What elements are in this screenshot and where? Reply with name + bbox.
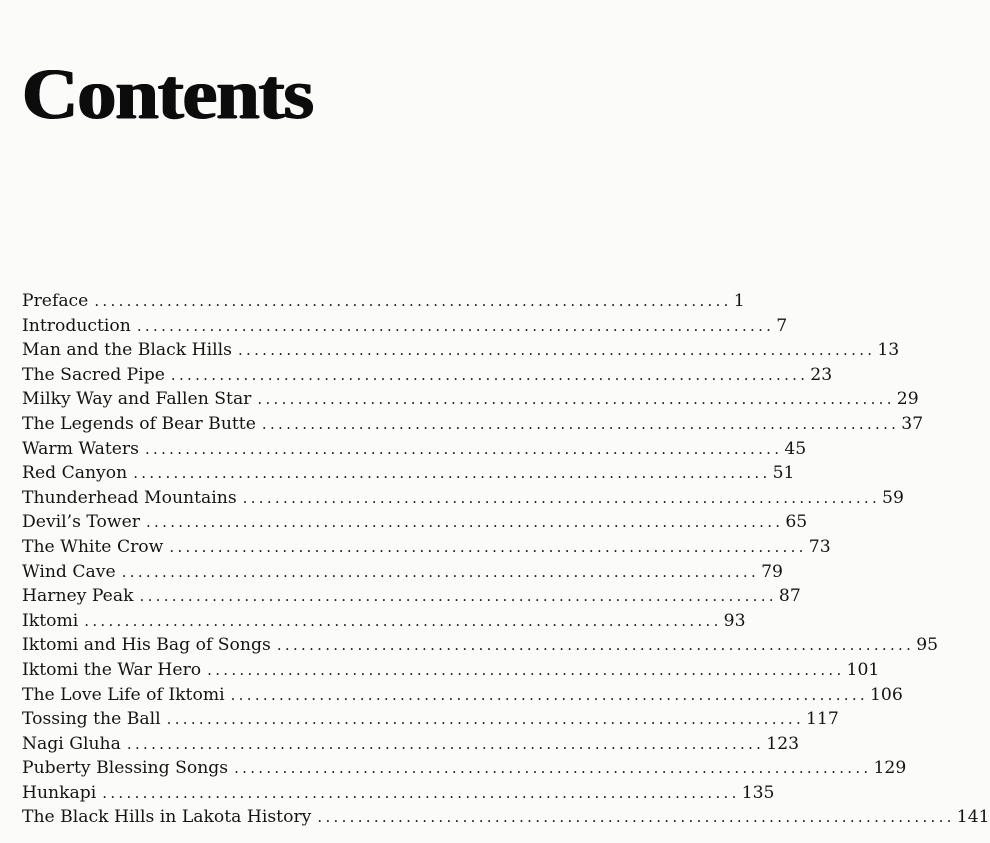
dot-leader: ............................................................................... bbox=[126, 734, 765, 753]
dot-leader: ............................................................................... bbox=[136, 316, 775, 335]
dot-leader: ............................................................................... bbox=[207, 660, 845, 679]
toc-entry-title: Iktomi the War Hero bbox=[22, 659, 202, 680]
toc-entry[interactable] bbox=[22, 756, 907, 781]
toc-entry[interactable] bbox=[22, 707, 839, 732]
toc-entry[interactable] bbox=[22, 338, 900, 363]
table-of-contents bbox=[22, 289, 990, 830]
toc-entry[interactable] bbox=[22, 633, 939, 658]
toc-entry-title: The Black Hills in Lakota History bbox=[22, 807, 312, 828]
toc-entry-title: The Sacred Pipe bbox=[22, 364, 165, 385]
dot-leader: ............................................................................... bbox=[121, 562, 760, 581]
toc-entry-page: 101 bbox=[846, 659, 880, 680]
dot-leader: ............................................................................... bbox=[170, 365, 809, 384]
toc-entry-title: Thunderhead Mountains bbox=[22, 487, 237, 508]
toc-entry-page: 13 bbox=[877, 340, 900, 361]
toc-entry-title: Milky Way and Fallen Star bbox=[22, 389, 252, 410]
toc-entry-title: Puberty Blessing Songs bbox=[22, 758, 229, 779]
dot-leader: ............................................................................... bbox=[144, 439, 783, 458]
dot-leader: ............................................................................... bbox=[84, 611, 722, 630]
toc-entry-title: Iktomi and His Bag of Songs bbox=[22, 635, 271, 656]
dot-leader: ............................................................................... bbox=[145, 513, 784, 532]
toc-entry-page: 95 bbox=[916, 635, 939, 656]
toc-entry[interactable] bbox=[22, 584, 801, 609]
toc-entry[interactable] bbox=[22, 412, 924, 437]
toc-entry-title: Introduction bbox=[22, 315, 131, 336]
toc-entry-title: Iktomi bbox=[22, 610, 79, 631]
dot-leader: ............................................................................... bbox=[230, 685, 868, 704]
toc-entry[interactable] bbox=[22, 560, 783, 585]
toc-entry[interactable] bbox=[22, 387, 919, 412]
dot-leader: ............................................................................... bbox=[257, 390, 895, 409]
toc-entry[interactable] bbox=[22, 461, 795, 486]
toc-entry-page: 29 bbox=[896, 389, 919, 410]
toc-entry-page: 79 bbox=[761, 561, 783, 582]
dot-leader: ............................................................................... bbox=[237, 341, 876, 360]
dot-leader: ............................................................................... bbox=[166, 710, 805, 729]
toc-entry-page: 129 bbox=[873, 758, 907, 779]
toc-entry-page: 87 bbox=[778, 586, 801, 607]
toc-entry-page: 141 bbox=[956, 807, 990, 828]
toc-entry[interactable] bbox=[22, 510, 808, 535]
toc-entry[interactable] bbox=[22, 314, 788, 339]
toc-entry-page: 59 bbox=[882, 487, 904, 508]
toc-entry[interactable] bbox=[22, 486, 904, 511]
toc-entry-page: 51 bbox=[772, 463, 795, 484]
toc-entry-title: Wind Cave bbox=[22, 561, 116, 582]
toc-entry-title: Preface bbox=[22, 291, 89, 311]
toc-entry-title: Red Canyon bbox=[22, 463, 128, 484]
page-title: Contents bbox=[22, 53, 314, 134]
toc-entry-title: Harney Peak bbox=[22, 586, 134, 607]
dot-leader: ............................................................................... bbox=[169, 537, 807, 556]
toc-entry[interactable] bbox=[22, 437, 807, 462]
dot-leader: ............................................................................... bbox=[234, 759, 872, 778]
toc-entry-page: 123 bbox=[766, 733, 800, 754]
toc-entry-page: 45 bbox=[784, 438, 807, 459]
toc-entry-title: The Love Life of Iktomi bbox=[22, 684, 225, 705]
toc-entry-page: 65 bbox=[785, 512, 808, 533]
toc-entry-page: 23 bbox=[810, 364, 833, 385]
dot-leader: ............................................................................... bbox=[133, 464, 771, 483]
dot-leader: ............................................................................... bbox=[242, 488, 881, 507]
dot-leader: ............................................................................... bbox=[261, 414, 900, 433]
dot-leader: ............................................................................... bbox=[139, 587, 777, 606]
toc-entry-page: 117 bbox=[806, 709, 839, 730]
toc-entry-page: 37 bbox=[901, 413, 924, 434]
toc-entry-page: 106 bbox=[870, 684, 903, 705]
toc-entry[interactable] bbox=[22, 535, 831, 560]
toc-entry[interactable] bbox=[22, 363, 833, 388]
dot-leader: ............................................................................... bbox=[94, 292, 732, 310]
dot-leader: ............................................................................... bbox=[102, 783, 740, 802]
toc-entry-title: Hunkapi bbox=[22, 782, 97, 803]
toc-entry[interactable] bbox=[22, 732, 800, 757]
toc-entry-title: Devil’s Tower bbox=[22, 512, 140, 533]
toc-entry-page: 7 bbox=[776, 315, 788, 336]
toc-entry-title: Man and the Black Hills bbox=[22, 340, 232, 361]
toc-entry-page: 73 bbox=[808, 536, 831, 557]
toc-entry-title: Nagi Gluha bbox=[22, 733, 121, 754]
toc-entry-page: 1 bbox=[733, 291, 745, 311]
dot-leader: ............................................................................... bbox=[276, 636, 915, 655]
toc-entry-page: 93 bbox=[723, 610, 746, 631]
toc-entry[interactable] bbox=[22, 289, 745, 314]
toc-entry[interactable] bbox=[22, 609, 746, 634]
toc-entry-title: Warm Waters bbox=[22, 438, 139, 459]
toc-entry-page: 135 bbox=[741, 782, 775, 803]
toc-entry-title: The Legends of Bear Butte bbox=[22, 413, 256, 434]
toc-entry-title: Tossing the Ball bbox=[22, 709, 161, 730]
toc-entry-title: The White Crow bbox=[22, 536, 164, 557]
toc-entry[interactable] bbox=[22, 658, 880, 683]
toc-entry[interactable] bbox=[22, 781, 775, 806]
toc-entry[interactable] bbox=[22, 805, 990, 830]
toc-entry[interactable] bbox=[22, 683, 903, 708]
dot-leader: ............................................................................... bbox=[317, 808, 955, 827]
